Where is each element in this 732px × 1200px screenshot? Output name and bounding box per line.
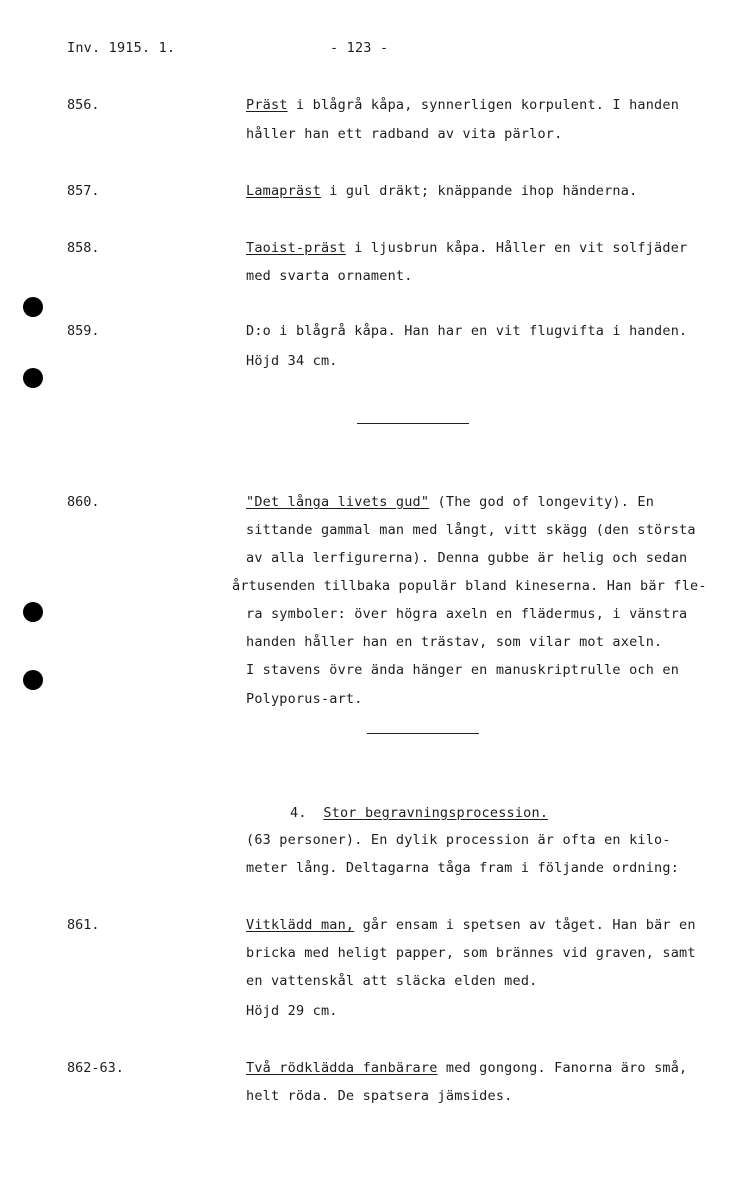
entry-number: 862-63. xyxy=(67,1060,124,1076)
entry-text: i gul dräkt; knäppande ihop händerna. xyxy=(329,183,638,199)
entry-text: med gongong. Fanorna äro små, xyxy=(445,1060,688,1076)
entry-title: Lamapräst xyxy=(246,183,321,199)
entry-line: sittande gammal man med långt, vitt skägg (den största xyxy=(246,522,696,538)
entry-line: en vattenskål att släcka elden med. xyxy=(246,973,538,989)
punch-hole-2 xyxy=(23,368,43,388)
section-title: Stor begravningsprocession. xyxy=(323,805,549,821)
section-divider xyxy=(367,733,479,734)
entry-title: Vitklädd man, xyxy=(246,917,355,933)
section-line: meter lång. Deltagarna tåga fram i följande ordning: xyxy=(246,860,680,876)
entry-line: handen håller han en trästav, som vilar mot axeln. xyxy=(246,634,663,650)
entry-line: årtusenden tillbaka populär bland kineserna. Han bär fle- xyxy=(232,578,707,594)
entry-title: Två rödklädda fanbärare xyxy=(246,1060,438,1076)
punch-hole-1 xyxy=(23,297,43,317)
entry-number: 861. xyxy=(67,917,100,933)
entry-text: i blågrå kåpa, synnerligen korpulent. I handen xyxy=(295,97,680,113)
section-number: 4. xyxy=(290,805,307,821)
section-divider xyxy=(357,423,469,424)
entry-text: (The god of longevity). En xyxy=(437,494,655,510)
entry-line: Polyporus-art. xyxy=(246,691,363,707)
punch-hole-3 xyxy=(23,602,43,622)
entry-line: håller han ett radband av vita pärlor. xyxy=(246,126,563,142)
section-heading xyxy=(290,805,548,821)
entry-line xyxy=(246,917,696,933)
punch-hole-4 xyxy=(23,670,43,690)
section-line: (63 personer). En dylik procession är ofta en kilo- xyxy=(246,832,671,848)
entry-line: helt röda. De spatsera jämsides. xyxy=(246,1088,513,1104)
entry-line xyxy=(246,240,687,256)
entry-number: 857. xyxy=(67,183,100,199)
entry-line: Höjd 29 cm. xyxy=(246,1003,338,1019)
entry-line xyxy=(246,97,679,113)
entry-number: 856. xyxy=(67,97,100,113)
entry-title: Präst xyxy=(246,97,288,113)
entry-line: I stavens övre ända hänger en manuskriptrulle och en xyxy=(246,662,680,678)
entry-line: Höjd 34 cm. xyxy=(246,353,338,369)
entry-line: av alla lerfigurerna). Denna gubbe är helig och sedan xyxy=(246,550,688,566)
entry-number: 860. xyxy=(67,494,100,510)
entry-line xyxy=(246,494,654,510)
entry-title: Taoist-präst xyxy=(246,240,346,256)
entry-number: 859. xyxy=(67,323,100,339)
entry-line: bricka med heligt papper, som brännes vid graven, samt xyxy=(246,945,696,961)
entry-line: D:o i blågrå kåpa. Han har en vit flugvifta i handen. xyxy=(246,323,688,339)
entry-text: i ljusbrun kåpa. Håller en vit solfjäder xyxy=(354,240,688,256)
entry-line xyxy=(246,183,637,199)
entry-line xyxy=(246,1060,687,1076)
entry-number: 858. xyxy=(67,240,100,256)
entry-title: "Det långa livets gud" xyxy=(246,494,430,510)
inventory-label: Inv. 1915. 1. xyxy=(67,40,176,56)
page-number: - 123 - xyxy=(330,40,389,56)
entry-line: med svarta ornament. xyxy=(246,268,413,284)
entry-line: ra symboler: över högra axeln en flädermus, i vänstra xyxy=(246,606,688,622)
entry-text: går ensam i spetsen av tåget. Han bär en xyxy=(362,917,696,933)
